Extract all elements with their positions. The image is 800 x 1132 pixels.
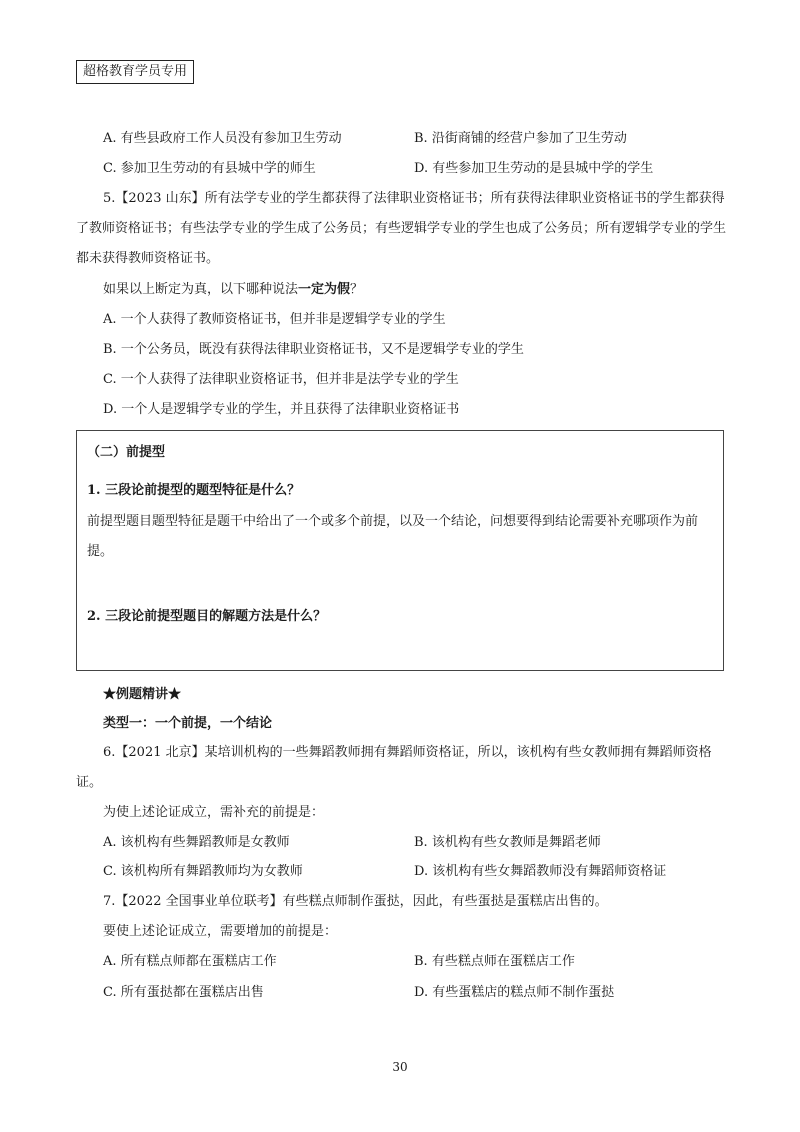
header-tag: 超格教育学员专用 xyxy=(76,60,194,84)
box-question-2: 2. 三段论前提型题目的解题方法是什么？ xyxy=(87,609,327,624)
q6-option-b: B. 该机构有些女教师是舞蹈老师 xyxy=(414,835,601,850)
premise-type-box xyxy=(76,430,724,671)
q4-option-a: A. 有些县政府工作人员没有参加卫生劳动 xyxy=(103,131,342,146)
q5-option-a: A. 一个人获得了教师资格证书，但并非是逻辑学专业的学生 xyxy=(103,312,446,327)
q6-option-d: D. 该机构有些女舞蹈教师没有舞蹈师资格证 xyxy=(414,864,667,879)
q5-option-c: C. 一个人获得了法律职业资格证书，但并非是法学专业的学生 xyxy=(103,372,459,387)
q5-stem: 5.【2023 山东】所有法学专业的学生都获得了法律职业资格证书；所有获得法律职业资格证书的学生都获得了教师资格证书；有些法学专业的学生成了公务员；有些逻辑学专业的学生也成了公务员；所有逻辑学专业的学生都未获得教师资格证书。 xyxy=(76,191,727,266)
examples-heading: ★例题精讲★ xyxy=(103,687,182,702)
q6-option-c: C. 该机构所有舞蹈教师均为女教师 xyxy=(103,864,303,879)
page-number: 30 xyxy=(392,1060,408,1074)
q5-prompt-post: ？ xyxy=(350,282,364,297)
q7-option-a: A. 所有糕点师都在蛋糕店工作 xyxy=(103,954,277,969)
q5-option-b: B. 一个公务员，既没有获得法律职业资格证书，又不是逻辑学专业的学生 xyxy=(103,342,524,357)
box-question-1: 1. 三段论前提型的题型特征是什么？ xyxy=(87,483,301,498)
box-answer-1: 前提型题目题型特征是题干中给出了一个或多个前提，以及一个结论，问想要得到结论需要补充哪项作为前提。 xyxy=(87,514,699,559)
q4-option-c: C. 参加卫生劳动的有县城中学的师生 xyxy=(103,161,316,176)
q7-option-b: B. 有些糕点师在蛋糕店工作 xyxy=(414,954,575,969)
type-one-heading: 类型一：一个前提，一个结论 xyxy=(103,716,273,731)
q5-prompt-pre: 如果以上断定为真，以下哪种说法 xyxy=(103,282,299,297)
q7-option-c: C. 所有蛋挞都在蛋糕店出售 xyxy=(103,985,264,1000)
q4-option-b: B. 沿街商铺的经营户参加了卫生劳动 xyxy=(414,131,627,146)
q5-prompt xyxy=(103,280,363,300)
box-title: （二）前提型 xyxy=(87,445,166,460)
q6-stem: 6.【2021 北京】某培训机构的一些舞蹈教师拥有舞蹈师资格证，所以，该机构有些女教师拥有舞蹈师资格证。 xyxy=(76,745,712,790)
q7-prompt: 要使上述论证成立，需要增加的前提是： xyxy=(103,924,338,939)
q5-option-d: D. 一个人是逻辑学专业的学生，并且获得了法律职业资格证书 xyxy=(103,402,460,417)
q6-option-a: A. 该机构有些舞蹈教师是女教师 xyxy=(103,835,290,850)
q6-prompt: 为使上述论证成立，需补充的前提是： xyxy=(103,805,325,820)
q5-prompt-bold: 一定为假 xyxy=(298,282,351,297)
q7-option-d: D. 有些蛋糕店的糕点师不制作蛋挞 xyxy=(414,985,615,1000)
q4-option-d: D. 有些参加卫生劳动的是县城中学的学生 xyxy=(414,161,654,176)
q7-stem: 7.【2022 全国事业单位联考】有些糕点师制作蛋挞，因此，有些蛋挞是蛋糕店出售的。 xyxy=(103,894,608,909)
